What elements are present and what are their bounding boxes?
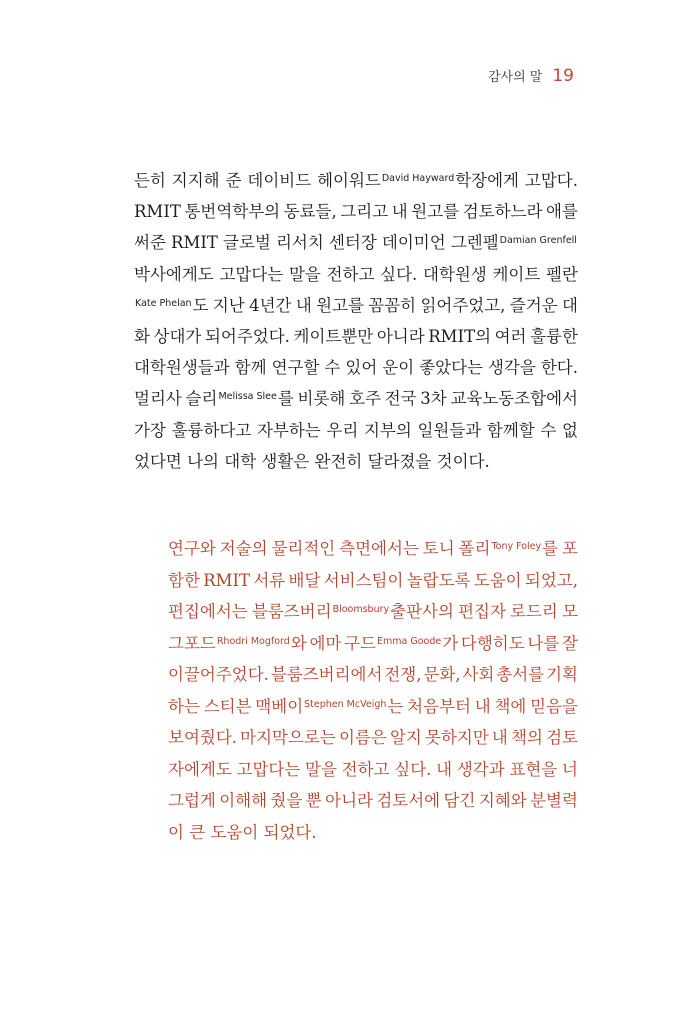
word: 써준: [134, 233, 166, 253]
word: 이름은: [338, 728, 387, 747]
page-number: 19: [552, 66, 574, 86]
word: 애를: [546, 202, 578, 222]
word: RMIT: [134, 202, 181, 222]
word: 비롯해: [297, 389, 346, 409]
word: 대: [561, 295, 578, 315]
word: 고맙다.: [524, 171, 578, 190]
word: 잘: [561, 633, 578, 653]
word: 전국: [384, 389, 417, 409]
word: 박사에게도: [134, 264, 214, 284]
word: 너: [561, 759, 578, 779]
word: 표현을: [509, 759, 558, 779]
word: 말을: [288, 264, 321, 284]
word: 총서를: [496, 665, 545, 684]
text-line: [134, 290, 578, 321]
english-name-annotation: Rhodri Mogford: [216, 635, 290, 647]
word: 한다.: [540, 358, 578, 378]
word: 블룸즈버리$^{Bloomsbury}$출판사의: [251, 602, 454, 621]
word: 함께: [234, 358, 267, 378]
word: 도움이: [210, 822, 259, 842]
word: RMIT: [203, 570, 251, 590]
word: 없: [562, 420, 578, 440]
word: 상대가: [153, 326, 202, 346]
word: 못하지만: [425, 728, 489, 747]
word: 데이비드: [247, 171, 312, 190]
word: 여러: [494, 326, 527, 346]
word: 자부하는: [256, 420, 321, 440]
word: 하는: [168, 696, 200, 716]
word: 함한: [168, 570, 200, 590]
paragraph-1: [134, 165, 578, 477]
text-line: [134, 196, 578, 227]
word: 교육노동조합에서: [450, 389, 578, 409]
running-header: [488, 66, 574, 86]
word: 고맙다는: [219, 264, 284, 284]
word: 내: [391, 202, 408, 222]
word: 배달: [288, 570, 321, 590]
word: 되었다.: [263, 822, 317, 842]
word: 측면에서는: [339, 539, 419, 558]
word: 책에: [494, 696, 527, 716]
word: 일원들과: [417, 420, 482, 440]
word: 로드리: [510, 602, 558, 621]
word: 전쟁,: [384, 665, 422, 684]
english-name-annotation: Stephen McVeigh: [304, 698, 387, 710]
word: 대학원생: [422, 264, 487, 284]
word: 우리: [326, 420, 359, 440]
word: 었다면: [134, 451, 182, 471]
english-name-annotation: David Hayward: [381, 173, 455, 184]
word: 나를: [527, 633, 560, 653]
word: 원고를: [411, 202, 460, 222]
text-line: [134, 259, 578, 290]
text-line: [134, 446, 578, 477]
word: 자에게도: [168, 759, 232, 779]
word: 서비스팀이: [323, 570, 404, 590]
word: 데이미언: [381, 233, 446, 253]
word: 생활은: [261, 451, 310, 471]
word: 편집에서는: [168, 602, 248, 621]
word: 지난: [212, 295, 245, 315]
word: 담긴: [443, 791, 476, 810]
text-line: [168, 659, 578, 691]
word: 포: [562, 539, 578, 558]
word: 지지해: [171, 171, 220, 190]
word: 글로벌: [223, 233, 271, 253]
word: 도움이: [473, 570, 522, 590]
word: 생각을: [487, 358, 536, 378]
word: 큰: [189, 822, 206, 842]
word: 가장: [134, 420, 166, 440]
word: 훌륭하다고: [171, 420, 252, 440]
word: 책의: [511, 728, 543, 747]
word: 리서치: [275, 233, 324, 253]
word: 이: [168, 822, 184, 842]
text-line: [168, 628, 578, 660]
word: 읽어주었고,: [420, 295, 506, 315]
word: 헤이워드$^{David Hayward}$학장에게: [317, 171, 519, 190]
chapter-title: 감사의 말: [487, 70, 543, 85]
word: 블룸즈버리에서: [270, 665, 383, 684]
word: 연구와: [168, 539, 216, 558]
text-line: [134, 227, 578, 258]
word: 내: [295, 295, 312, 315]
text-line: [168, 533, 578, 565]
word: 그럽게: [168, 791, 216, 810]
word: 수: [540, 420, 557, 440]
word: 그렌펠$^{Damian Grenfell}$: [450, 233, 577, 253]
word: 화: [134, 326, 150, 346]
word: 줬을: [270, 791, 303, 810]
text-line: [134, 321, 578, 352]
word: 나의: [187, 451, 219, 471]
word: RMIT의: [428, 326, 492, 346]
text-line: [168, 722, 578, 754]
english-name-annotation: Bloomsbury: [332, 604, 390, 615]
english-name-annotation: Emma Goode: [377, 635, 442, 647]
word: 검토하느라: [462, 202, 543, 222]
word: 꼼꼼히: [368, 295, 417, 315]
word: 토니: [422, 539, 455, 558]
word: 이해해: [219, 791, 268, 810]
word: 지부의: [363, 420, 412, 440]
word: 멀리사: [134, 389, 182, 409]
word: 검토서에: [376, 791, 441, 810]
word: 기획: [546, 665, 578, 684]
word: 되었고,: [524, 570, 578, 590]
word: 든히: [134, 171, 166, 190]
word: 연구할: [271, 358, 320, 378]
word: 전하고: [341, 759, 390, 779]
word: 다행히도: [460, 633, 525, 653]
word: 이끌어주었다.: [168, 665, 269, 684]
word: 스티븐: [203, 696, 252, 716]
text-line: [168, 691, 578, 723]
word: 호주: [349, 389, 381, 409]
word: 뿐: [305, 791, 322, 810]
text-line: [168, 565, 578, 597]
word: 알지: [389, 728, 422, 747]
word: 케이트뿐만: [293, 326, 374, 346]
word: 내: [474, 696, 491, 716]
word: 있어: [345, 358, 378, 378]
word: 고맙다는: [236, 759, 301, 779]
word: 4년간: [249, 295, 292, 315]
word: 아니라: [376, 326, 425, 346]
word: 원고를: [316, 295, 364, 315]
word: 저술의: [219, 539, 268, 558]
word: $^{Kate Phelan}$도: [135, 295, 209, 315]
word: 분별력: [530, 791, 578, 810]
text-line: [134, 383, 578, 414]
word: 것이다.: [436, 451, 490, 471]
word: 운이: [382, 358, 415, 378]
word: 달라졌을: [367, 451, 432, 471]
word: 구드$^{Emma Goode}$가: [344, 633, 459, 653]
word: 완전히: [314, 451, 363, 471]
word: 생각과: [456, 759, 505, 779]
text-line: [134, 415, 578, 446]
word: 편집자: [458, 602, 506, 621]
text-line: [168, 754, 578, 786]
word: 처음부터: [407, 696, 471, 716]
text-line: [134, 352, 578, 383]
word: 그포드$^{Rhodri Mogford}$와: [168, 633, 307, 653]
word: 내: [491, 728, 508, 747]
word: 맥베이$^{Stephen McVeigh}$는: [255, 696, 404, 716]
word: RMIT: [171, 233, 218, 253]
text-line: [168, 785, 578, 817]
word: 서류: [253, 570, 286, 590]
word: 에마: [309, 633, 342, 653]
word: 마지막으로는: [240, 728, 336, 747]
english-name-annotation: Damian Grenfell: [499, 235, 577, 247]
word: 믿음을: [530, 696, 578, 716]
text-line: [134, 165, 578, 196]
word: 펠란: [546, 264, 578, 284]
word: 사회: [462, 665, 495, 684]
word: 좋았다는: [419, 358, 483, 378]
word: 그리고: [340, 202, 389, 222]
paragraph-2: [168, 533, 578, 848]
word: 보여줬다.: [168, 728, 238, 747]
word: 모: [562, 602, 578, 621]
word: 함께할: [486, 420, 535, 440]
word: 동료들,: [283, 202, 337, 222]
word: 놀랍도록: [406, 570, 471, 590]
word: 문화,: [423, 665, 461, 684]
word: 3차: [420, 389, 447, 409]
word: 준: [225, 171, 242, 190]
word: 내: [436, 759, 453, 779]
word: 아니라: [325, 791, 373, 810]
word: 센터장: [328, 233, 377, 253]
word: 슬리$^{Melissa Slee}$를: [185, 389, 294, 409]
english-name-annotation: Tony Foley: [491, 541, 542, 552]
word: 전하고: [326, 264, 375, 284]
word: 즐거운: [509, 295, 558, 315]
word: 지혜와: [478, 791, 527, 810]
word: 말을: [305, 759, 337, 779]
word: 싶다.: [394, 759, 432, 779]
text-line: [168, 817, 578, 849]
word: 검토: [546, 728, 578, 747]
word: 대학: [224, 451, 257, 471]
word: 통번역학부의: [184, 202, 281, 222]
word: 대학원생들과: [134, 358, 230, 378]
word: 물리적인: [271, 539, 336, 558]
english-name-annotation: Melissa Slee: [218, 391, 277, 403]
text-line: [168, 596, 578, 628]
word: 수: [324, 358, 341, 378]
word: 훌륭한: [530, 326, 578, 346]
word: 되어주었다.: [204, 326, 290, 346]
word: 폴리$^{Tony Foley}$를: [458, 539, 559, 558]
word: 케이트: [492, 264, 541, 284]
english-name-annotation: Kate Phelan: [135, 297, 192, 309]
word: 싶다.: [380, 264, 418, 284]
